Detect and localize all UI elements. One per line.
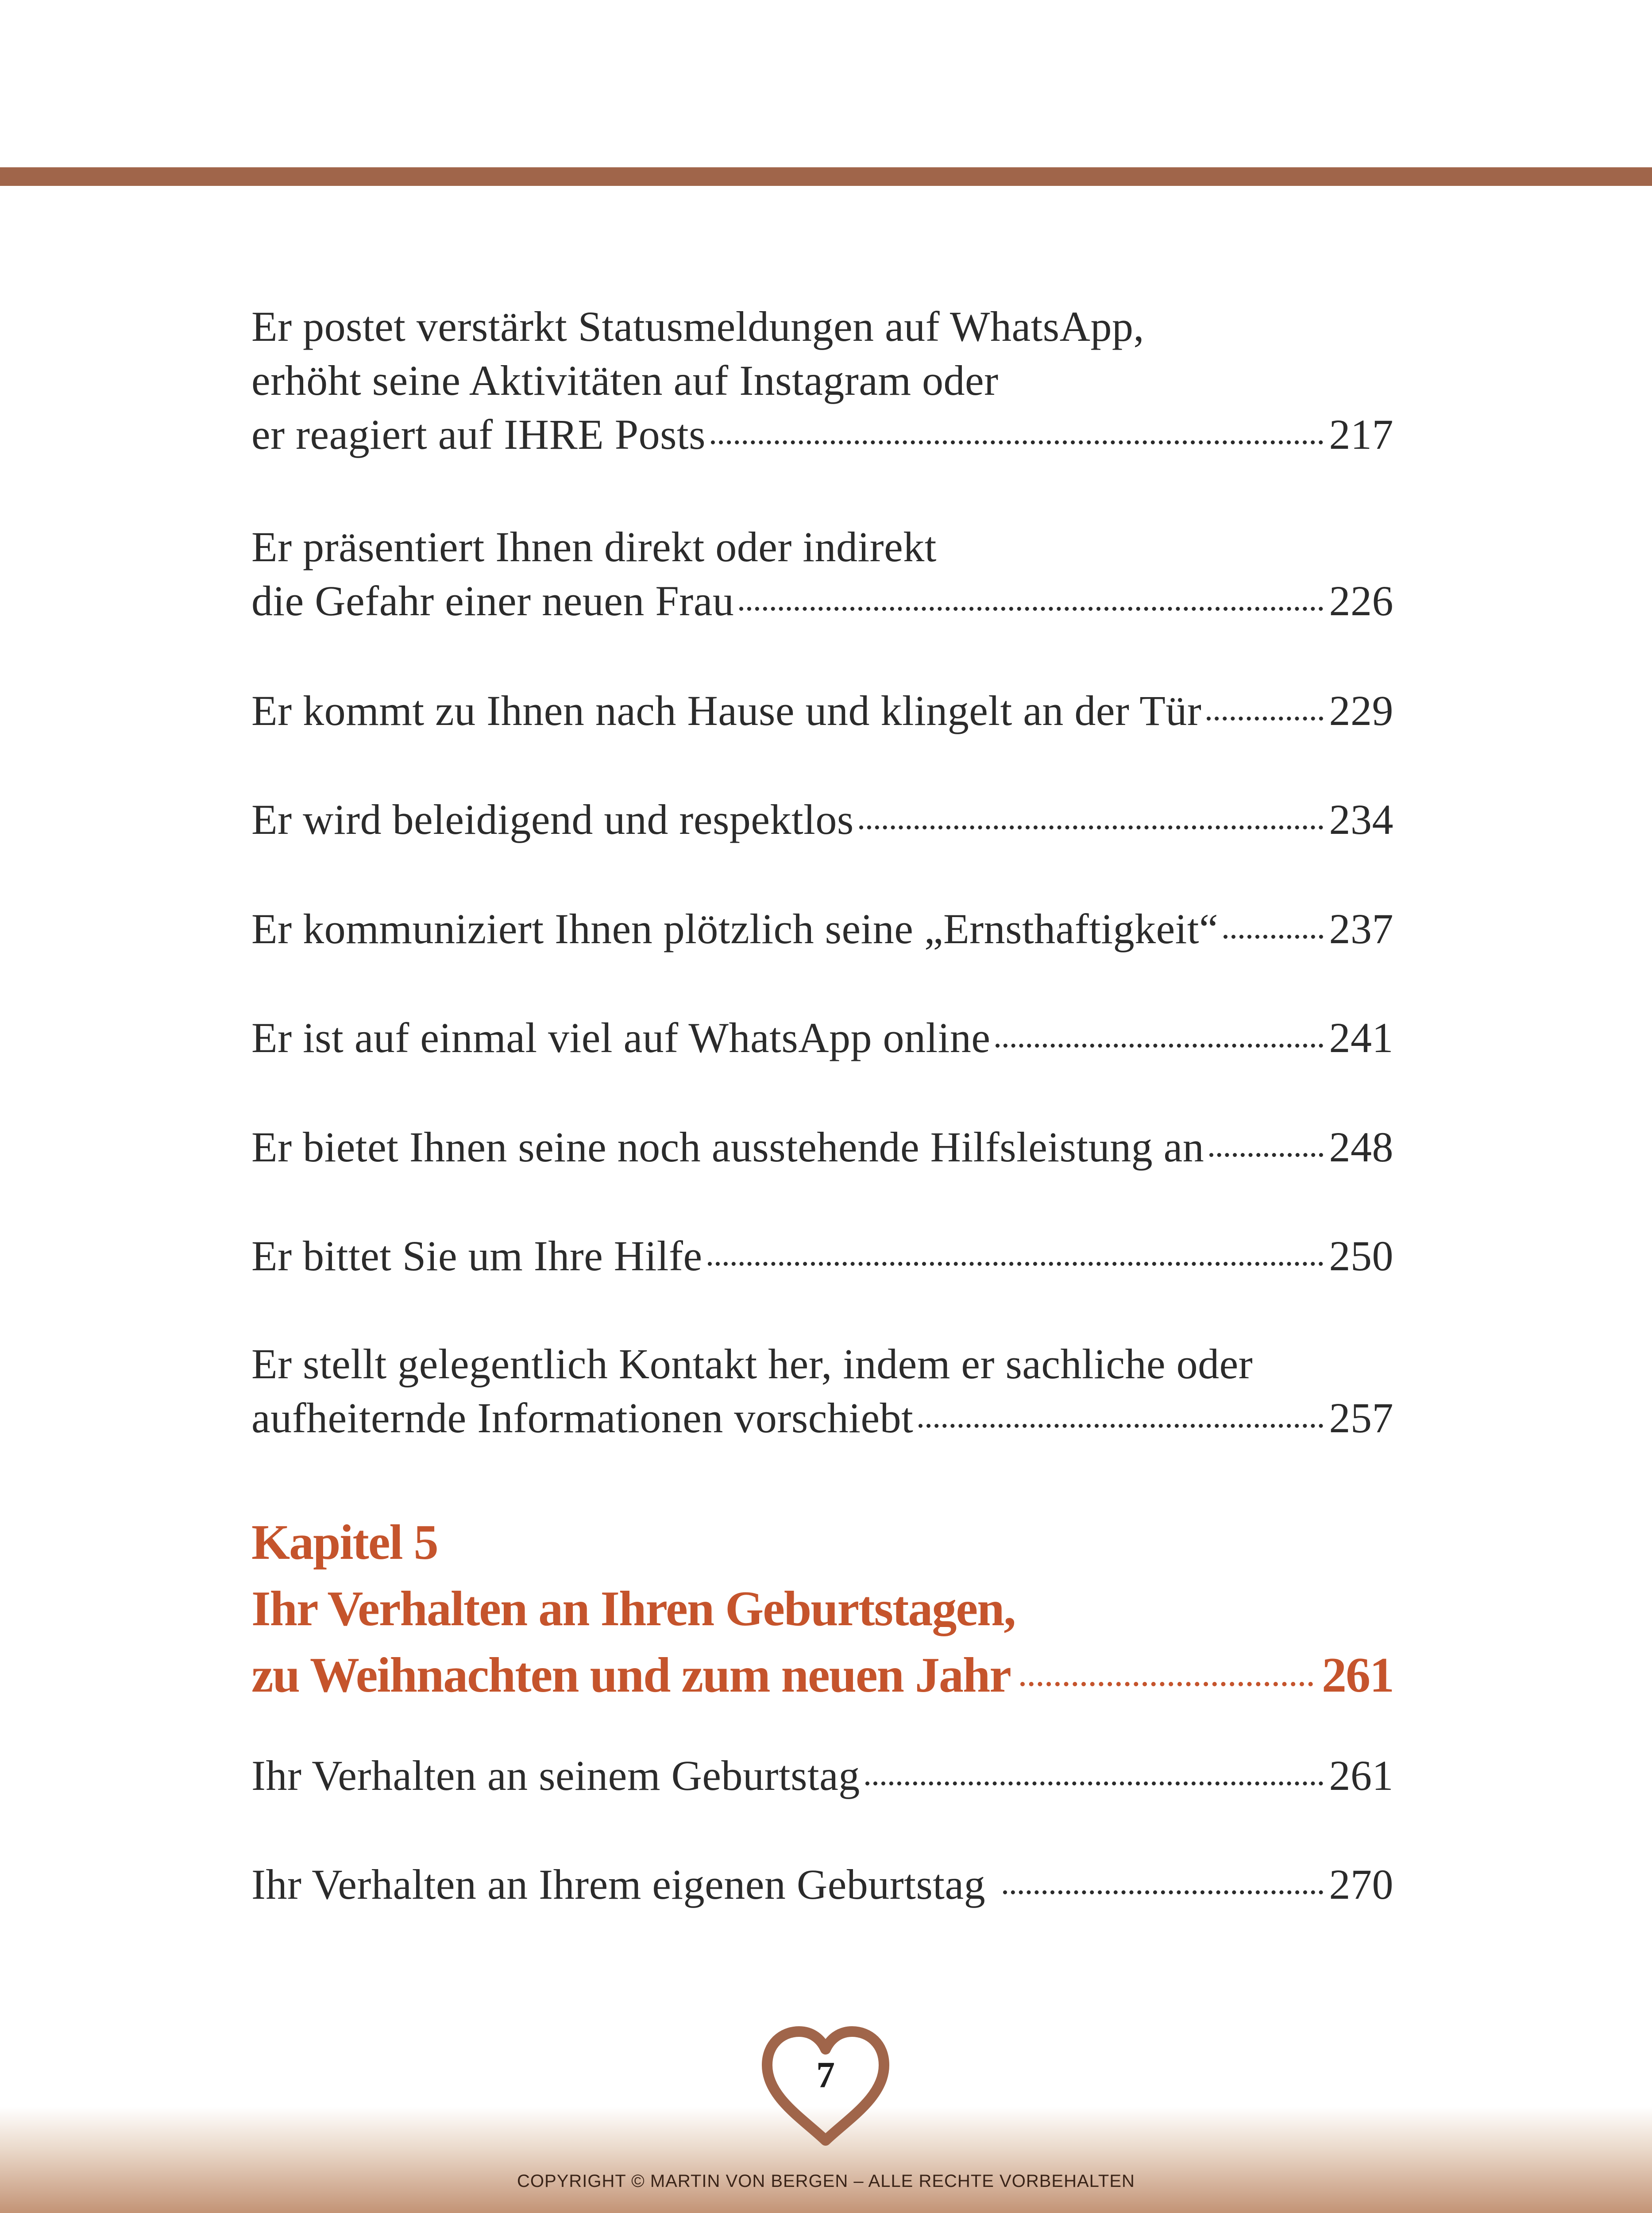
toc-entry-234[interactable] bbox=[251, 793, 1393, 847]
toc-entry-text: Er ist auf einmal viel auf WhatsApp online bbox=[251, 1014, 991, 1061]
toc-entry-text: Ihr Verhalten an seinem Geburtstag bbox=[251, 1752, 860, 1799]
toc-entry-250[interactable] bbox=[251, 1229, 1393, 1283]
dot-leader bbox=[711, 440, 1323, 444]
toc-page-number: 217 bbox=[1329, 411, 1393, 458]
chapter-number: Kapitel 5 bbox=[251, 1515, 438, 1570]
toc-entry-text: Er stellt gelegentlich Kontakt her, indem er sachliche oder bbox=[251, 1340, 1253, 1388]
toc-entry-248[interactable] bbox=[251, 1120, 1393, 1174]
dot-leader bbox=[919, 1424, 1323, 1428]
dot-leader bbox=[1003, 1890, 1323, 1894]
copyright-notice: COPYRIGHT © MARTIN VON BERGEN – ALLE RECHTE VORBEHALTEN bbox=[517, 2171, 1135, 2191]
page-number: 7 bbox=[816, 2055, 835, 2096]
toc-page-number: 250 bbox=[1329, 1232, 1393, 1280]
toc-page-number: 248 bbox=[1329, 1123, 1393, 1171]
dot-leader bbox=[1224, 935, 1323, 939]
dot-leader bbox=[996, 1044, 1323, 1048]
dot-leader bbox=[708, 1262, 1323, 1266]
toc-entry-229[interactable] bbox=[251, 684, 1393, 738]
toc-page-number: 270 bbox=[1329, 1861, 1393, 1908]
dot-leader bbox=[1020, 1682, 1313, 1686]
dot-leader bbox=[1207, 717, 1323, 721]
toc-entry-226[interactable] bbox=[251, 520, 1393, 628]
top-rule bbox=[0, 167, 1652, 186]
toc-entry-237[interactable] bbox=[251, 902, 1393, 956]
toc-entry-text: Er postet verstärkt Statusmeldungen auf WhatsApp, bbox=[251, 303, 1144, 350]
toc-entry-257[interactable] bbox=[251, 1337, 1393, 1445]
toc-page-number: 226 bbox=[1329, 577, 1393, 625]
toc-entry-270[interactable] bbox=[251, 1858, 1393, 1912]
toc-entry-text: Er kommuniziert Ihnen plötzlich seine „Ernsthaftigkeit“ bbox=[251, 905, 1219, 952]
toc-page-number: 229 bbox=[1329, 687, 1393, 734]
toc-entry-text: erhöht seine Aktivitäten auf Instagram oder bbox=[251, 357, 999, 404]
toc-entry-text: Er präsentiert Ihnen direkt oder indirekt bbox=[251, 523, 937, 571]
toc-entry-text: er reagiert auf IHRE Posts bbox=[251, 411, 706, 458]
toc-page-number: 234 bbox=[1329, 796, 1393, 843]
toc-entry-text: Er wird beleidigend und respektlos bbox=[251, 796, 854, 843]
toc-page-number: 261 bbox=[1329, 1752, 1393, 1799]
toc-entry-text: Er bittet Sie um Ihre Hilfe bbox=[251, 1232, 702, 1280]
toc-page-number: 241 bbox=[1329, 1014, 1393, 1061]
toc-entry-text: Er bietet Ihnen seine noch ausstehende Hilfsleistung an bbox=[251, 1123, 1204, 1171]
dot-leader bbox=[865, 1781, 1323, 1785]
chapter-title: Ihr Verhalten an Ihren Geburtstagen, bbox=[251, 1581, 1015, 1636]
dot-leader bbox=[1209, 1153, 1323, 1157]
toc-entry-261[interactable] bbox=[251, 1749, 1393, 1803]
toc-entry-text: aufheiternde Informationen vorschiebt bbox=[251, 1394, 914, 1442]
toc-page-number: 237 bbox=[1329, 905, 1393, 952]
chapter-heading[interactable] bbox=[251, 1509, 1393, 1708]
chapter-page-number: 261 bbox=[1322, 1648, 1393, 1703]
dot-leader bbox=[739, 607, 1323, 611]
toc-entry-text: die Gefahr einer neuen Frau bbox=[251, 577, 734, 625]
toc-entry-text: Ihr Verhalten an Ihrem eigenen Geburtstag bbox=[251, 1861, 986, 1908]
toc-page-number: 257 bbox=[1329, 1394, 1393, 1442]
chapter-title: zu Weihnachten und zum neuen Jahr bbox=[251, 1648, 1011, 1703]
toc-entry-241[interactable] bbox=[251, 1011, 1393, 1065]
toc-entry-217[interactable] bbox=[251, 300, 1393, 462]
dot-leader bbox=[859, 825, 1323, 829]
toc-entry-text: Er kommt zu Ihnen nach Hause und klingelt an der Tür bbox=[251, 687, 1202, 734]
